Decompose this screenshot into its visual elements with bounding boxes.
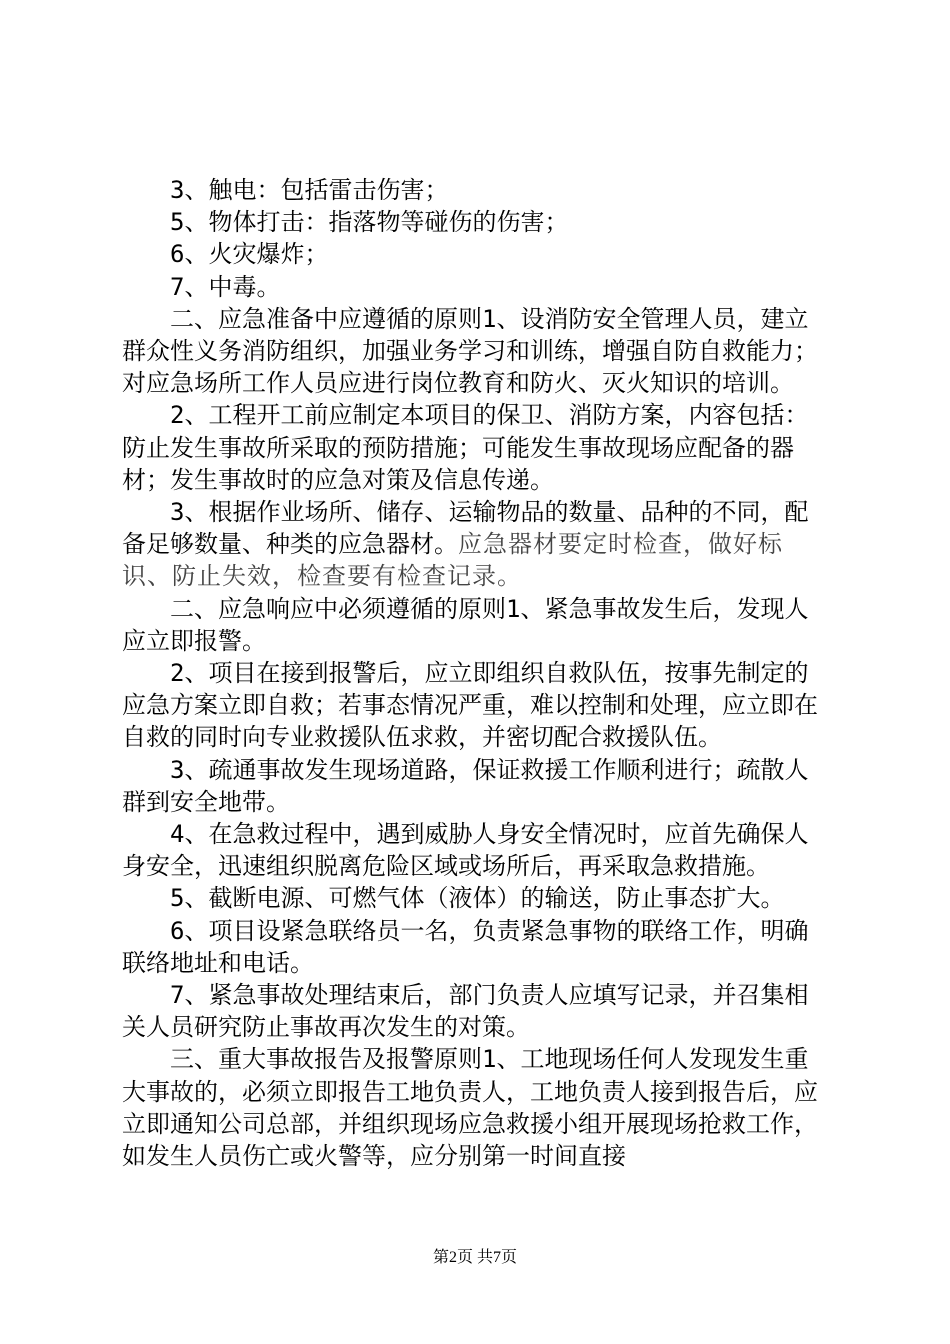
page-footer: 第2页 共7页 (432, 1249, 517, 1266)
paragraph-text-light: 应急器材要定时检查，做好标识、防止失效，检查要有检查记录。 (122, 530, 783, 591)
paragraph: 二、应急响应中必须遵循的原则1、紧急事故发生后，发现人应立即报警。 (122, 594, 809, 655)
paragraph: 3、触电：包括雷击伤害； (170, 176, 449, 204)
paragraph: 7、紧急事故处理结束后，部门负责人应填写记录，并召集相关人员研究防止事故再次发生的对策。 (122, 981, 809, 1042)
paragraph (122, 496, 832, 593)
paragraph: 5、截断电源、可燃气体（液体）的输送，防止事态扩大。 (170, 884, 785, 913)
paragraph: 2、工程开工前应制定本项目的保卫、消防方案，内容包括：防止发生事故所采取的预防措施；可能发生事故现场应配备的器材；发生事故时的应急对策及信息传递。 (122, 401, 809, 494)
paragraph: 3、疏通事故发生现场道路，保证救援工作顺利进行；疏散人群到安全地带。 (122, 755, 809, 816)
document-body (122, 174, 832, 1172)
paragraph: 4、在急救过程中，遇到威胁人身安全情况时，应首先确保人身安全，迅速组织脱离危险区域或场所后，再采取急救措施。 (122, 820, 809, 881)
paragraph: 6、项目设紧急联络员一名，负责紧急事物的联络工作，明确联络地址和电话。 (122, 916, 809, 977)
paragraph: 二、应急准备中应遵循的原则1、设消防安全管理人员，建立群众性义务消防组织，加强业务学习和训练，增强自防自救能力；对应急场所工作人员应进行岗位教育和防火、灭火知识的培训。 (122, 304, 818, 398)
paragraph-text: 3、根据作业场所、储存、运输物品的数量、品种的不同，配备足够数量、种类的应急器材。 (122, 498, 809, 559)
paragraph: 2、项目在接到报警后，应立即组织自救队伍，按事先制定的应急方案立即自救；若事态情况严重，难以控制和处理，应立即在自救的同时向专业救援队伍求救，并密切配合救援队伍。 (122, 659, 818, 752)
paragraph: 7、中毒。 (170, 272, 281, 301)
paragraph: 5、物体打击：指落物等碰伤的伤害； (170, 208, 569, 237)
paragraph: 三、重大事故报告及报警原则1、工地现场任何人发现发生重大事故的，必须立即报告工地负责人，工地负责人接到报告后，应立即通知公司总部，并组织现场应急救援小组开展现场抢救工作，如发生人员伤亡或火警等，应分别第一时间直接 (122, 1045, 818, 1171)
paragraph: 6、火灾爆炸； (170, 240, 329, 269)
